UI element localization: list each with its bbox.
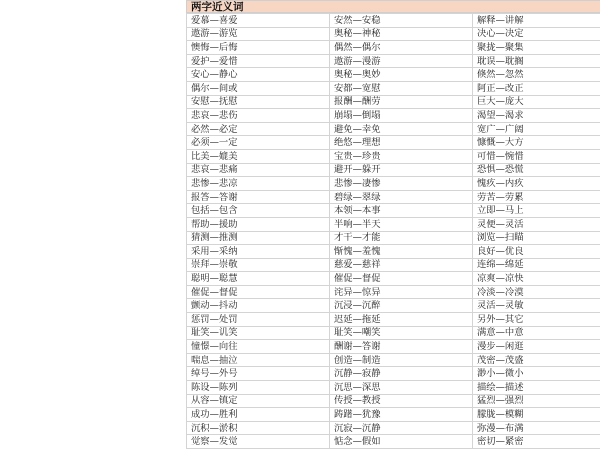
synonym-pair-cell: 遨游—漫游 xyxy=(330,54,473,68)
synonym-pair-cell: 崩塌—倒塌 xyxy=(330,109,473,123)
synonym-pair-cell: 巨大—庞大 xyxy=(473,95,600,109)
synonym-pair-cell: 劳苦—劳累 xyxy=(473,190,600,204)
synonym-pair-cell: 悲哀—悲伤 xyxy=(187,109,330,123)
table-row xyxy=(187,149,600,163)
table-row xyxy=(187,272,600,286)
synonym-pair-cell: 凉爽—凉快 xyxy=(473,272,600,286)
table-row xyxy=(187,136,600,150)
synonym-pair-cell: 碧绿—翠绿 xyxy=(330,190,473,204)
synonym-pair-cell: 悲惨—悲凉 xyxy=(187,177,330,191)
synonym-pair-cell: 聚拢—聚集 xyxy=(473,41,600,55)
synonym-pair-cell: 憧憬—向往 xyxy=(187,340,330,354)
synonym-pair-cell: 愧疚—内疚 xyxy=(473,177,600,191)
synonym-pair-cell: 悲哀—悲痛 xyxy=(187,163,330,177)
table-row xyxy=(187,204,600,218)
table-row xyxy=(187,122,600,136)
table-row xyxy=(187,245,600,259)
synonym-pair-cell: 另外—其它 xyxy=(473,313,600,327)
synonym-pair-cell: 遨游—游览 xyxy=(187,27,330,41)
synonym-pair-cell: 阿正—改正 xyxy=(473,81,600,95)
synonym-pair-cell: 渺小—微小 xyxy=(473,367,600,381)
synonym-pair-cell: 宽广—广阔 xyxy=(473,122,600,136)
table-row xyxy=(187,68,600,82)
table-row xyxy=(187,231,600,245)
synonym-pair-cell: 崇拜—崇敬 xyxy=(187,258,330,272)
synonym-pair-cell: 偶然—偶尔 xyxy=(330,41,473,55)
synonym-pair-cell: 从容—镇定 xyxy=(187,394,330,408)
table-row xyxy=(187,340,600,354)
synonym-pair-cell: 耻笑—嘲笑 xyxy=(330,326,473,340)
synonym-pair-cell: 爱慕—喜爱 xyxy=(187,14,330,28)
vocab-sheet xyxy=(186,0,600,400)
table-row xyxy=(187,299,600,313)
synonym-pair-cell: 安都—宽慰 xyxy=(330,81,473,95)
synonym-pair-cell: 沉积—淤积 xyxy=(187,421,330,435)
synonym-pair-cell: 觉察—发觉 xyxy=(187,435,330,449)
synonym-pair-cell: 良好—优良 xyxy=(473,245,600,259)
synonym-pair-cell: 报答—答谢 xyxy=(187,190,330,204)
synonym-pair-cell: 耽误—耽搁 xyxy=(473,54,600,68)
synonym-pair-cell: 浏览—扫瞄 xyxy=(473,231,600,245)
synonym-pair-cell: 比美—媲美 xyxy=(187,149,330,163)
table-row xyxy=(187,326,600,340)
synonym-pair-cell: 颤动—抖动 xyxy=(187,299,330,313)
synonym-pair-cell: 奥秘—奥妙 xyxy=(330,68,473,82)
synonym-pair-cell: 催促—督促 xyxy=(330,272,473,286)
table-row xyxy=(187,177,600,191)
synonym-pair-cell: 沉思—深思 xyxy=(330,381,473,395)
synonym-pair-cell: 避开—躲开 xyxy=(330,163,473,177)
synonym-pair-cell: 惦念—假如 xyxy=(330,435,473,449)
synonym-pair-cell: 安慰—抚慰 xyxy=(187,95,330,109)
synonym-pair-cell: 猛烈—强烈 xyxy=(473,394,600,408)
synonym-pair-cell: 诧异—惊异 xyxy=(330,285,473,299)
synonym-table-body xyxy=(187,14,600,449)
synonym-pair-cell: 酬谢—答谢 xyxy=(330,340,473,354)
synonym-pair-cell: 悲惨—凄惨 xyxy=(330,177,473,191)
table-row xyxy=(187,313,600,327)
synonym-pair-cell: 猜测—推测 xyxy=(187,231,330,245)
table-row xyxy=(187,14,600,28)
synonym-pair-cell: 朦胧—模糊 xyxy=(473,408,600,422)
synonym-pair-cell: 帮助—援助 xyxy=(187,217,330,231)
synonym-pair-cell: 喘息—抽泣 xyxy=(187,353,330,367)
synonym-pair-cell: 懊悔—后悔 xyxy=(187,41,330,55)
table-row xyxy=(187,190,600,204)
synonym-pair-cell: 沉浸—沉醉 xyxy=(330,299,473,313)
synonym-pair-cell: 迟延—拖延 xyxy=(330,313,473,327)
synonym-pair-cell: 渴望—渴求 xyxy=(473,109,600,123)
synonym-pair-cell: 漫步—闲逛 xyxy=(473,340,600,354)
synonym-pair-cell: 可惜—惋惜 xyxy=(473,149,600,163)
sheet-title: 两字近义词 xyxy=(186,0,600,13)
table-row xyxy=(187,163,600,177)
synonym-pair-cell: 耻笑—讥笑 xyxy=(187,326,330,340)
synonym-pair-cell: 恐惧—恐慌 xyxy=(473,163,600,177)
table-row xyxy=(187,81,600,95)
synonym-pair-cell: 惭愧—羞愧 xyxy=(330,245,473,259)
synonym-pair-cell: 密切—紧密 xyxy=(473,435,600,449)
synonym-pair-cell: 慷慨—大方 xyxy=(473,136,600,150)
synonym-pair-cell: 包括—包含 xyxy=(187,204,330,218)
table-row xyxy=(187,41,600,55)
table-row xyxy=(187,27,600,41)
synonym-pair-cell: 决心—决定 xyxy=(473,27,600,41)
synonym-pair-cell: 灵便—灵活 xyxy=(473,217,600,231)
table-row xyxy=(187,95,600,109)
synonym-pair-cell: 沉寂—沉静 xyxy=(330,421,473,435)
synonym-pair-cell: 才干—才能 xyxy=(330,231,473,245)
synonym-pair-cell: 传授—教授 xyxy=(330,394,473,408)
synonym-pair-cell: 必须—一定 xyxy=(187,136,330,150)
synonym-pair-cell: 冷淡—冷漠 xyxy=(473,285,600,299)
synonym-pair-cell: 沉静—寂静 xyxy=(330,367,473,381)
synonym-pair-cell: 安心—静心 xyxy=(187,68,330,82)
synonym-pair-cell: 倏然—忽然 xyxy=(473,68,600,82)
synonym-pair-cell: 安然—安稳 xyxy=(330,14,473,28)
synonym-pair-cell: 连绵—绵延 xyxy=(473,258,600,272)
table-row xyxy=(187,285,600,299)
synonym-pair-cell: 立即—马上 xyxy=(473,204,600,218)
synonym-pair-cell: 踌躇—犹豫 xyxy=(330,408,473,422)
synonym-pair-cell: 本领—本事 xyxy=(330,204,473,218)
synonym-pair-cell: 偶尔—间或 xyxy=(187,81,330,95)
synonym-pair-cell: 爱护—爱惜 xyxy=(187,54,330,68)
synonym-pair-cell: 绝悠—理想 xyxy=(330,136,473,150)
synonym-pair-cell: 弥漫—布满 xyxy=(473,421,600,435)
synonym-pair-cell: 宝贵—珍贵 xyxy=(330,149,473,163)
synonym-pair-cell: 惩罚—处罚 xyxy=(187,313,330,327)
table-row xyxy=(187,421,600,435)
table-row xyxy=(187,367,600,381)
table-row xyxy=(187,353,600,367)
synonym-pair-cell: 满意—中意 xyxy=(473,326,600,340)
synonym-pair-cell: 必然—必定 xyxy=(187,122,330,136)
synonym-table xyxy=(186,13,600,449)
synonym-pair-cell: 灵活—灵敏 xyxy=(473,299,600,313)
table-row xyxy=(187,258,600,272)
synonym-pair-cell: 成功—胜利 xyxy=(187,408,330,422)
synonym-pair-cell: 解释—讲解 xyxy=(473,14,600,28)
table-row xyxy=(187,408,600,422)
synonym-pair-cell: 茂密—茂盛 xyxy=(473,353,600,367)
synonym-pair-cell: 陈设—陈列 xyxy=(187,381,330,395)
table-row xyxy=(187,217,600,231)
synonym-pair-cell: 催促—督促 xyxy=(187,285,330,299)
table-row xyxy=(187,109,600,123)
synonym-pair-cell: 创造—制造 xyxy=(330,353,473,367)
synonym-pair-cell: 采用—采纳 xyxy=(187,245,330,259)
synonym-pair-cell: 避免—幸免 xyxy=(330,122,473,136)
synonym-pair-cell: 慈爱—慈祥 xyxy=(330,258,473,272)
synonym-pair-cell: 聪明—聪慧 xyxy=(187,272,330,286)
synonym-pair-cell: 绰号—外号 xyxy=(187,367,330,381)
synonym-pair-cell: 报酬—酬劳 xyxy=(330,95,473,109)
table-row xyxy=(187,435,600,449)
table-row xyxy=(187,394,600,408)
table-row xyxy=(187,381,600,395)
synonym-pair-cell: 半响—半天 xyxy=(330,217,473,231)
synonym-pair-cell: 奥秘—神秘 xyxy=(330,27,473,41)
table-row xyxy=(187,54,600,68)
synonym-pair-cell: 描绘—描述 xyxy=(473,381,600,395)
